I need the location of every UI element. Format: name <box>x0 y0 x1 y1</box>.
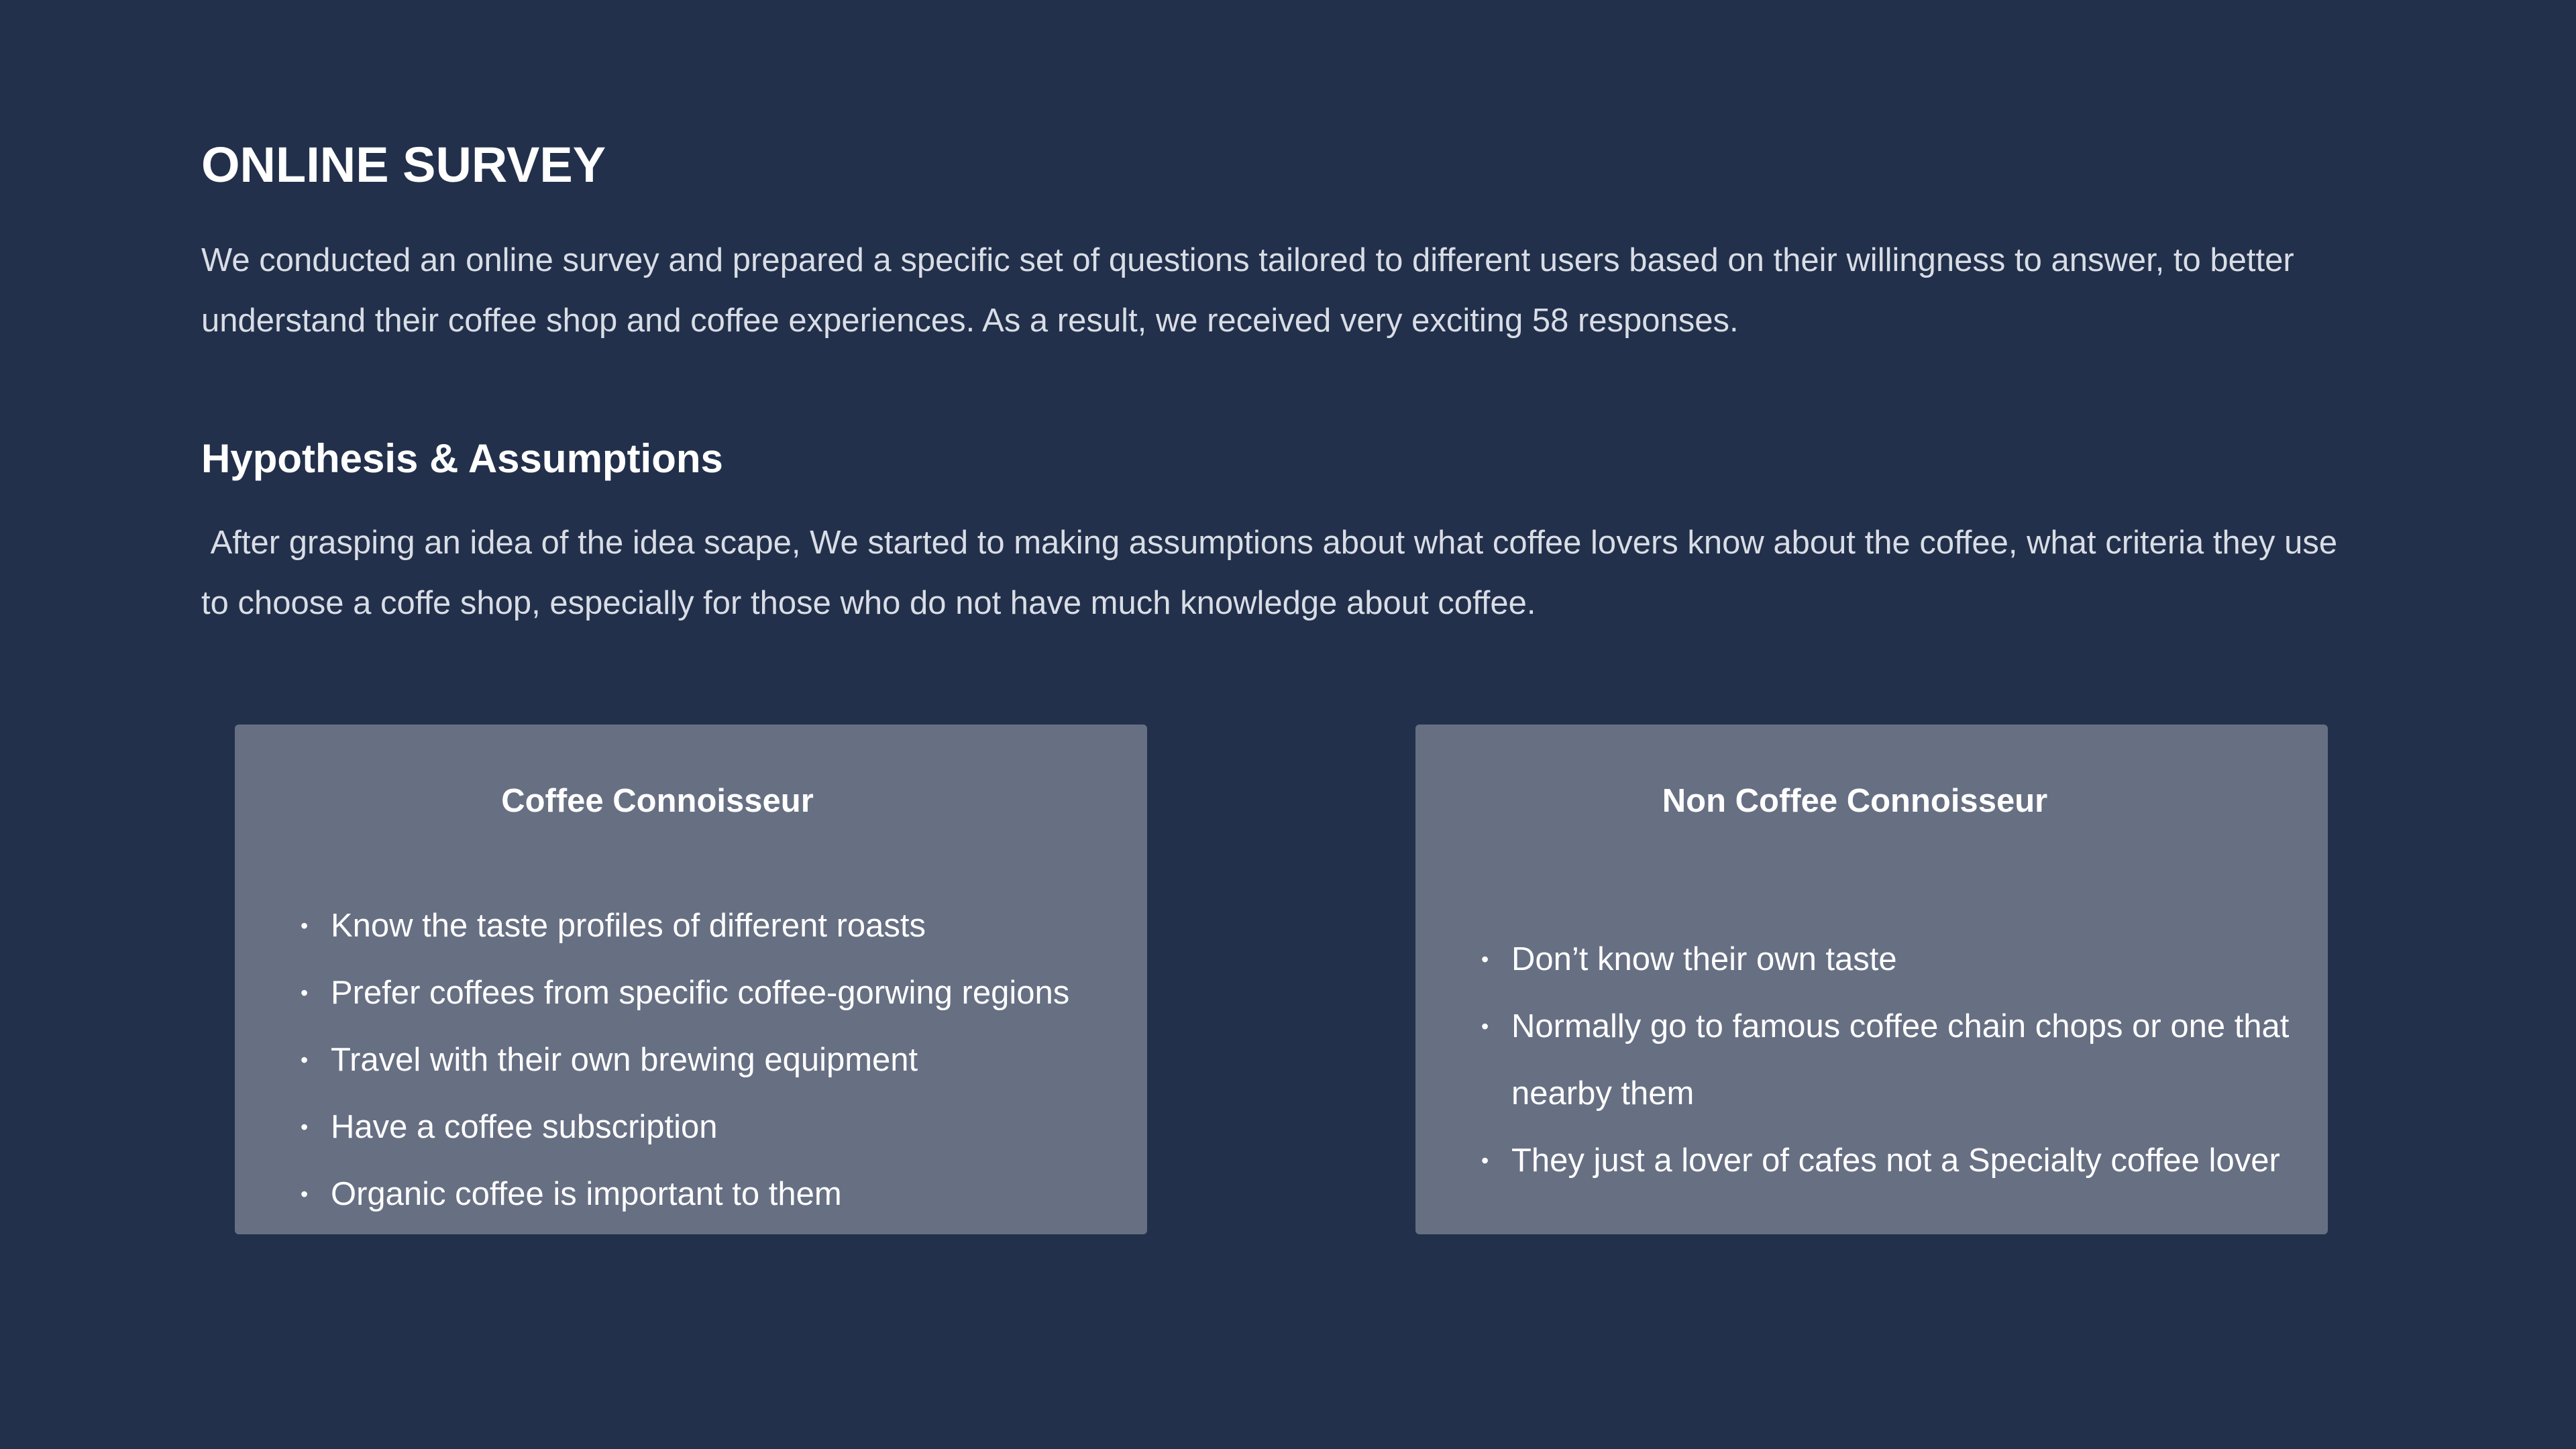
card-title: Non Coffee Connoisseur <box>1662 783 2048 819</box>
connoisseur-card <box>235 724 1147 1234</box>
bullet-icon: • <box>301 1115 309 1139</box>
survey-description: We conducted an online survey and prepared a specific set of questions tailored to different users based on their willingness to answer, to better understand their coffee shop and coffee experiences. As a result, we received very exciting 58 responses. <box>201 242 2294 339</box>
bullet-icon: • <box>301 1182 309 1206</box>
page-title: ONLINE SURVEY <box>201 137 606 193</box>
bullet-icon: • <box>301 1048 309 1072</box>
section-title: Hypothesis & Assumptions <box>201 436 723 481</box>
list-item <box>235 959 1140 1026</box>
list-item-text: Prefer coffees from specific coffee-gorwing regions <box>331 975 1070 1011</box>
list-item <box>235 1161 1140 1228</box>
list-item <box>1415 1127 2321 1194</box>
list-item <box>1415 993 2321 1127</box>
bullet-icon: • <box>1481 1014 1489 1038</box>
list-item-text: Know the taste profiles of different roasts <box>331 908 926 944</box>
list-item-text: Don’t know their own taste <box>1511 941 1897 977</box>
list-item <box>235 1026 1140 1093</box>
list-item <box>235 1093 1140 1161</box>
bullet-icon: • <box>1481 1148 1489 1173</box>
list-item <box>1415 926 2321 993</box>
bullet-list <box>235 892 1140 1228</box>
bullet-list <box>1415 926 2321 1194</box>
list-item <box>235 892 1140 959</box>
card-title: Coffee Connoisseur <box>501 783 814 819</box>
bullet-icon: • <box>301 914 309 938</box>
list-item-text: They just a lover of cafes not a Specialty coffee lover <box>1511 1142 2280 1179</box>
hypothesis-description: After grasping an idea of the idea scape, We started to making assumptions about what coffee lovers know about the coffee, what criteria they use to choose a coffe shop, especially for those who do not have much knowledge about coffee. <box>201 525 2347 621</box>
non-connoisseur-card <box>1415 724 2328 1234</box>
list-item-text: Have a coffee subscription <box>331 1109 718 1145</box>
list-item-text: Travel with their own brewing equipment <box>331 1042 918 1078</box>
list-item-text: Normally go to famous coffee chain chops or one that nearby them <box>1511 1008 2290 1112</box>
bullet-icon: • <box>301 981 309 1005</box>
bullet-icon: • <box>1481 947 1489 971</box>
list-item-text: Organic coffee is important to them <box>331 1176 842 1212</box>
